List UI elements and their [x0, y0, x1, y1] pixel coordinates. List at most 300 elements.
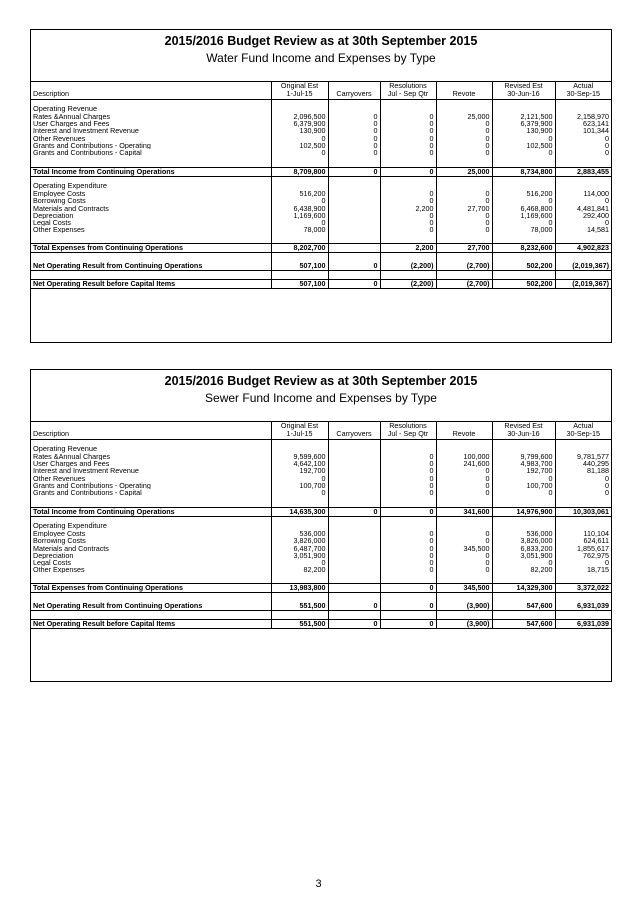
- row-description: Borrowing Costs: [33, 197, 86, 205]
- row-value: 8,232,600: [492, 243, 555, 252]
- row-value: 192,700: [271, 467, 328, 474]
- row-value: 0: [492, 149, 555, 156]
- spacer-cell: [328, 233, 380, 243]
- row-value: 502,200: [492, 261, 555, 270]
- col-actual-date: 30-Sep-15: [555, 430, 611, 439]
- water-table: [31, 82, 611, 289]
- row-value: 551,500: [271, 601, 328, 610]
- row-value: [328, 583, 380, 592]
- spacer-row: [31, 156, 611, 167]
- row-value: 507,100: [271, 279, 328, 288]
- expense-row: [31, 197, 611, 204]
- spacer-row: [31, 610, 611, 619]
- row-value: 0: [436, 197, 492, 204]
- row-description: Depreciation: [33, 211, 74, 220]
- row-value: 516,200: [492, 190, 555, 197]
- net-result-continuing-row: [31, 261, 611, 270]
- spacer-cell: [380, 181, 436, 190]
- row-value: 3,826,000: [271, 537, 328, 544]
- row-value: 0: [492, 489, 555, 496]
- spacer-cell: [555, 181, 611, 190]
- spacer-cell: [328, 252, 380, 261]
- row-description: Rates &Annual Charges: [33, 453, 111, 461]
- spacer-cell: [436, 496, 492, 507]
- row-value: 130,900: [492, 127, 555, 134]
- col-revote: Revote: [436, 90, 492, 99]
- row-value: [328, 552, 380, 559]
- row-value: 0: [555, 489, 611, 496]
- row-value: 14,976,900: [492, 507, 555, 516]
- row-value: 100,700: [492, 482, 555, 489]
- spacer-row: [31, 573, 611, 583]
- column-header-row-1: [31, 422, 611, 430]
- row-value: 18,715: [555, 566, 611, 573]
- row-value: 0: [380, 460, 436, 467]
- row-value: [328, 566, 380, 573]
- row-value: 110,104: [555, 530, 611, 537]
- row-value: 100,000: [436, 453, 492, 460]
- row-value: 2,158,970: [555, 113, 611, 120]
- col-original-date: 1-Jul-15: [271, 430, 328, 439]
- col-resolutions-period: Jul - Sep Qtr: [380, 430, 436, 439]
- row-value: 0: [436, 537, 492, 544]
- spacer-cell: [555, 233, 611, 243]
- row-value: 6,931,039: [555, 619, 611, 628]
- row-value: [328, 475, 380, 482]
- row-value: 551,500: [271, 619, 328, 628]
- total-income-row: [31, 167, 611, 176]
- row-value: 0: [380, 149, 436, 156]
- row-description: Other Expenses: [33, 226, 85, 234]
- spacer-cell: [271, 444, 328, 453]
- row-value: 27,700: [436, 243, 492, 252]
- row-value: 0: [492, 219, 555, 226]
- row-description: Employee Costs: [33, 190, 86, 198]
- row-description: Other Revenues: [33, 134, 86, 142]
- spacer-cell: [31, 610, 271, 619]
- spacer-cell: [555, 592, 611, 601]
- header-blank: [31, 422, 271, 430]
- row-value: 0: [380, 113, 436, 120]
- spacer-cell: [436, 252, 492, 261]
- spacer-cell: [555, 444, 611, 453]
- row-value: [328, 530, 380, 537]
- row-value: 6,931,039: [555, 601, 611, 610]
- row-value: [328, 190, 380, 197]
- net-result-before-capital-row: [31, 619, 611, 628]
- spacer-cell: [328, 181, 380, 190]
- row-value: 440,295: [555, 460, 611, 467]
- row-value: 507,100: [271, 261, 328, 270]
- row-description: Depreciation: [33, 551, 74, 560]
- spacer-cell: [380, 104, 436, 113]
- row-value: 2,200: [380, 243, 436, 252]
- row-value: 6,379,900: [271, 120, 328, 127]
- row-value: 0: [436, 219, 492, 226]
- row-value: 0: [555, 559, 611, 566]
- water-title-box: [31, 30, 611, 82]
- revenue-row: [31, 135, 611, 142]
- col-carryovers: Carryovers: [328, 90, 380, 99]
- expense-row: [31, 190, 611, 197]
- row-value: 0: [380, 167, 436, 176]
- row-value: 1,169,600: [492, 212, 555, 219]
- row-value: 0: [555, 142, 611, 149]
- row-value: 0: [555, 135, 611, 142]
- spacer-cell: [492, 592, 555, 601]
- section-heading: Operating Expenditure: [33, 181, 107, 191]
- row-value: 0: [328, 135, 380, 142]
- spacer-cell: [492, 521, 555, 530]
- row-value: 0: [380, 482, 436, 489]
- row-description: Grants and Contributions - Capital: [33, 149, 142, 157]
- spacer-cell: [555, 610, 611, 619]
- row-value: 547,600: [492, 601, 555, 610]
- row-value: 0: [436, 467, 492, 474]
- row-value: 0: [380, 127, 436, 134]
- row-value: 0: [380, 489, 436, 496]
- spacer-cell: [31, 496, 271, 507]
- row-value: [328, 482, 380, 489]
- spacer-cell: [555, 496, 611, 507]
- row-value: 2,200: [380, 205, 436, 212]
- operating-expenditure-heading: [31, 521, 611, 530]
- spacer-cell: [271, 592, 328, 601]
- row-description: Net Operating Result before Capital Items: [31, 619, 271, 628]
- row-value: 0: [380, 142, 436, 149]
- expense-row: [31, 205, 611, 212]
- spacer-cell: [492, 156, 555, 167]
- col-description: Description: [31, 430, 271, 439]
- row-description: Interest and Investment Revenue: [33, 127, 139, 135]
- row-value: 0: [271, 559, 328, 566]
- spacer-cell: [380, 252, 436, 261]
- row-value: 78,000: [492, 226, 555, 233]
- row-value: 102,500: [492, 142, 555, 149]
- header-blank: [436, 82, 492, 90]
- spacer-cell: [31, 252, 271, 261]
- row-value: 101,344: [555, 127, 611, 134]
- revenue-row: [31, 149, 611, 156]
- row-value: [328, 545, 380, 552]
- row-value: 0: [436, 120, 492, 127]
- spacer-cell: [328, 610, 380, 619]
- spacer-cell: [31, 156, 271, 167]
- spacer-cell: [328, 156, 380, 167]
- row-value: 345,500: [436, 583, 492, 592]
- spacer-cell: [328, 592, 380, 601]
- section-heading: Operating Revenue: [33, 444, 98, 453]
- row-value: 6,487,700: [271, 545, 328, 552]
- col-resolutions: Resolutions: [380, 82, 436, 90]
- spacer-cell: [492, 233, 555, 243]
- row-value: 0: [271, 135, 328, 142]
- spacer-cell: [328, 573, 380, 583]
- row-description: Other Revenues: [33, 474, 86, 482]
- row-value: 0: [436, 142, 492, 149]
- row-value: 0: [436, 212, 492, 219]
- row-value: 0: [328, 113, 380, 120]
- col-revised-est: Revised Est: [492, 422, 555, 430]
- spacer-cell: [436, 156, 492, 167]
- row-value: 341,600: [436, 507, 492, 516]
- row-value: 0: [328, 601, 380, 610]
- row-value: 0: [380, 219, 436, 226]
- spacer-cell: [555, 270, 611, 279]
- row-value: 0: [380, 601, 436, 610]
- row-value: 8,202,700: [271, 243, 328, 252]
- spacer-cell: [436, 610, 492, 619]
- row-value: 0: [271, 219, 328, 226]
- spacer-cell: [436, 104, 492, 113]
- revenue-row: [31, 127, 611, 134]
- row-value: 0: [436, 482, 492, 489]
- row-value: [328, 489, 380, 496]
- row-value: 762,975: [555, 552, 611, 559]
- spacer-cell: [31, 270, 271, 279]
- row-value: 0: [380, 190, 436, 197]
- col-revote: Revote: [436, 430, 492, 439]
- spacer-row: [31, 233, 611, 243]
- operating-revenue-heading: [31, 104, 611, 113]
- sewer-title-box: [31, 370, 611, 422]
- row-description: Materials and Contracts: [33, 544, 109, 552]
- row-description: Total Expenses from Continuing Operations: [31, 243, 271, 252]
- row-value: 2,883,455: [555, 167, 611, 176]
- spacer-row: [31, 270, 611, 279]
- row-value: 536,000: [492, 530, 555, 537]
- row-value: 0: [328, 507, 380, 516]
- spacer-cell: [436, 521, 492, 530]
- row-value: 0: [271, 489, 328, 496]
- header-blank: [436, 422, 492, 430]
- row-value: 14,635,300: [271, 507, 328, 516]
- row-value: 0: [436, 552, 492, 559]
- spacer-row: [31, 252, 611, 261]
- spacer-cell: [380, 444, 436, 453]
- row-value: 0: [380, 583, 436, 592]
- row-value: (2,700): [436, 279, 492, 288]
- col-original-date: 1-Jul-15: [271, 90, 328, 99]
- row-value: [328, 537, 380, 544]
- spacer-cell: [31, 573, 271, 583]
- row-description: Materials and Contracts: [33, 204, 109, 212]
- row-value: 82,200: [492, 566, 555, 573]
- spacer-cell: [380, 156, 436, 167]
- row-value: 10,303,061: [555, 507, 611, 516]
- spacer-cell: [271, 610, 328, 619]
- row-value: 8,709,800: [271, 167, 328, 176]
- row-value: [328, 243, 380, 252]
- col-resolutions: Resolutions: [380, 422, 436, 430]
- row-value: 0: [380, 545, 436, 552]
- row-value: 0: [555, 475, 611, 482]
- header-blank: [31, 82, 271, 90]
- row-value: 0: [328, 167, 380, 176]
- spacer-cell: [271, 104, 328, 113]
- row-value: [328, 559, 380, 566]
- expense-row: [31, 566, 611, 573]
- row-value: 0: [555, 197, 611, 204]
- row-description: Interest and Investment Revenue: [33, 467, 139, 475]
- column-header-row-1: [31, 82, 611, 90]
- spacer-cell: [492, 496, 555, 507]
- row-value: (2,200): [380, 279, 436, 288]
- row-value: 0: [380, 197, 436, 204]
- expense-row: [31, 552, 611, 559]
- total-expenses-row: [31, 583, 611, 592]
- spacer-cell: [271, 270, 328, 279]
- header-blank: [328, 422, 380, 430]
- spacer-cell: [492, 181, 555, 190]
- row-description: Grants and Contributions - Operating: [33, 141, 151, 150]
- row-value: 192,700: [492, 467, 555, 474]
- row-value: 6,438,900: [271, 205, 328, 212]
- spacer-cell: [271, 521, 328, 530]
- expense-row: [31, 226, 611, 233]
- row-value: (2,019,367): [555, 279, 611, 288]
- spacer-cell: [271, 181, 328, 190]
- row-value: 14,329,300: [492, 583, 555, 592]
- water-fund-panel: [30, 29, 612, 343]
- row-value: 0: [380, 226, 436, 233]
- column-header-row-2: [31, 430, 611, 439]
- row-description: Legal Costs: [33, 559, 71, 567]
- row-value: 4,902,823: [555, 243, 611, 252]
- revenue-row: [31, 482, 611, 489]
- row-value: 2,121,500: [492, 113, 555, 120]
- row-value: [328, 219, 380, 226]
- row-value: 547,600: [492, 619, 555, 628]
- col-description: Description: [31, 90, 271, 99]
- row-value: 4,983,700: [492, 460, 555, 467]
- row-value: 3,372,022: [555, 583, 611, 592]
- row-description: Rates &Annual Charges: [33, 113, 111, 121]
- spacer-cell: [328, 521, 380, 530]
- col-resolutions-period: Jul - Sep Qtr: [380, 90, 436, 99]
- spacer-cell: [328, 496, 380, 507]
- row-value: [328, 460, 380, 467]
- row-value: 0: [380, 530, 436, 537]
- row-value: (3,900): [436, 601, 492, 610]
- expense-row: [31, 530, 611, 537]
- page-number: 3: [315, 878, 322, 890]
- row-value: 130,900: [271, 127, 328, 134]
- col-actual: Actual: [555, 422, 611, 430]
- row-value: 0: [380, 467, 436, 474]
- row-value: 0: [492, 475, 555, 482]
- net-result-continuing-row: [31, 601, 611, 610]
- row-value: 0: [328, 142, 380, 149]
- row-value: 0: [436, 530, 492, 537]
- spacer-cell: [380, 521, 436, 530]
- spacer-cell: [492, 252, 555, 261]
- row-description: Grants and Contributions - Operating: [33, 481, 151, 490]
- spacer-row: [31, 592, 611, 601]
- row-description: Grants and Contributions - Capital: [33, 489, 142, 497]
- spacer-cell: [380, 496, 436, 507]
- row-value: 6,468,800: [492, 205, 555, 212]
- row-value: 0: [328, 120, 380, 127]
- spacer-cell: [436, 573, 492, 583]
- sewer-subtitle: Sewer Fund Income and Expenses by Type: [205, 391, 437, 405]
- row-value: 0: [436, 489, 492, 496]
- expense-row: [31, 559, 611, 566]
- net-result-before-capital-row: [31, 279, 611, 288]
- row-value: 0: [380, 212, 436, 219]
- row-value: 1,855,617: [555, 545, 611, 552]
- row-description: Net Operating Result from Continuing Operations: [31, 261, 271, 270]
- row-value: 0: [436, 559, 492, 566]
- header-blank: [328, 82, 380, 90]
- row-value: 9,799,600: [492, 453, 555, 460]
- revenue-row: [31, 467, 611, 474]
- row-value: 25,000: [436, 113, 492, 120]
- revenue-row: [31, 120, 611, 127]
- spacer-cell: [492, 270, 555, 279]
- row-value: 102,500: [271, 142, 328, 149]
- row-value: 0: [328, 127, 380, 134]
- row-value: 0: [436, 190, 492, 197]
- operating-revenue-heading: [31, 444, 611, 453]
- revenue-row: [31, 142, 611, 149]
- row-value: 0: [328, 261, 380, 270]
- row-value: 0: [436, 475, 492, 482]
- row-description: User Charges and Fees: [33, 460, 110, 468]
- row-value: 0: [380, 537, 436, 544]
- row-value: [328, 212, 380, 219]
- row-value: 0: [436, 127, 492, 134]
- column-header-row-2: [31, 90, 611, 99]
- row-description: Net Operating Result before Capital Items: [31, 279, 271, 288]
- revenue-row: [31, 489, 611, 496]
- row-value: [328, 197, 380, 204]
- row-value: 82,200: [271, 566, 328, 573]
- spacer-cell: [555, 252, 611, 261]
- row-value: 0: [380, 135, 436, 142]
- col-actual-date: 30-Sep-15: [555, 90, 611, 99]
- col-revised-date: 30-Jun-16: [492, 430, 555, 439]
- row-value: 0: [271, 149, 328, 156]
- spacer-cell: [436, 233, 492, 243]
- revenue-row: [31, 453, 611, 460]
- row-value: (3,900): [436, 619, 492, 628]
- row-value: 78,000: [271, 226, 328, 233]
- row-value: 0: [328, 619, 380, 628]
- row-value: 0: [555, 482, 611, 489]
- spacer-cell: [436, 181, 492, 190]
- row-value: 6,833,200: [492, 545, 555, 552]
- row-value: 0: [380, 552, 436, 559]
- operating-expenditure-heading: [31, 181, 611, 190]
- row-value: 0: [436, 226, 492, 233]
- spacer-cell: [328, 270, 380, 279]
- row-description: Legal Costs: [33, 219, 71, 227]
- row-value: [328, 453, 380, 460]
- row-value: (2,200): [380, 261, 436, 270]
- sewer-fund-panel: [30, 369, 612, 682]
- spacer-cell: [380, 592, 436, 601]
- row-description: Employee Costs: [33, 530, 86, 538]
- spacer-cell: [271, 156, 328, 167]
- row-value: (2,700): [436, 261, 492, 270]
- col-revised-est: Revised Est: [492, 82, 555, 90]
- spacer-cell: [492, 610, 555, 619]
- spacer-cell: [328, 104, 380, 113]
- row-value: 9,599,600: [271, 453, 328, 460]
- expense-row: [31, 537, 611, 544]
- row-value: 114,000: [555, 190, 611, 197]
